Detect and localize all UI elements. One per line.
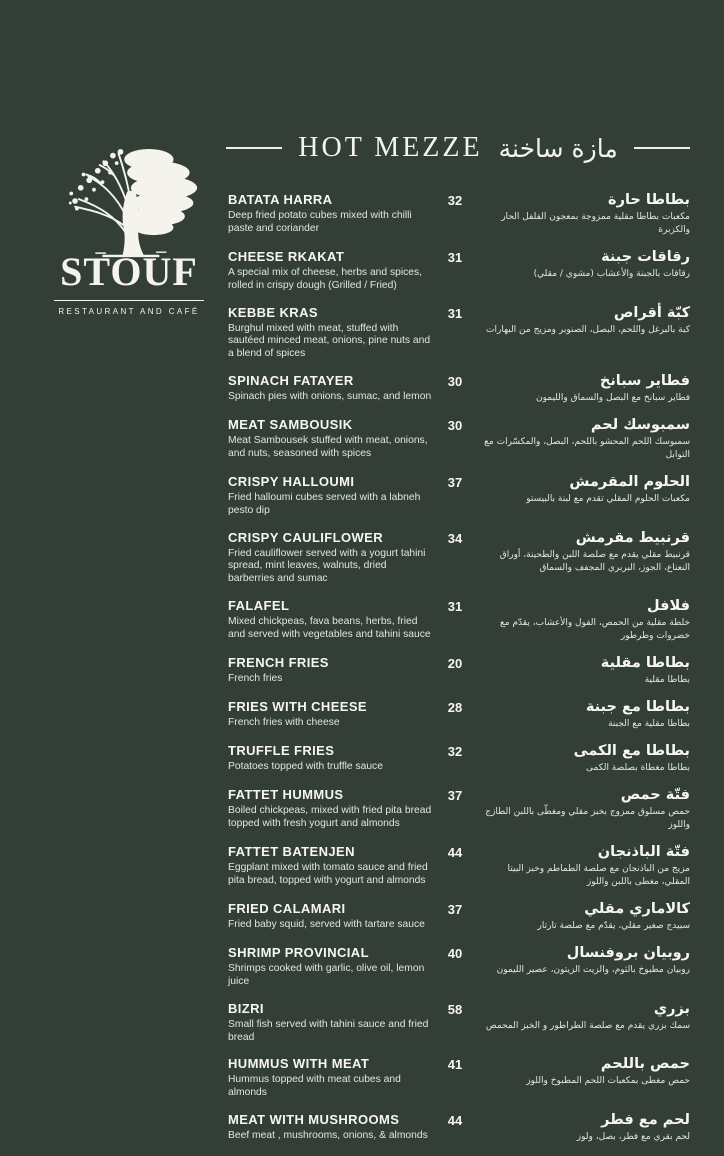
item-price: 31 [447,305,463,321]
item-description-ar: مزيج من الباذنجان مع صلصة الطماطم وخبز البيتا المقلي، مغطى باللبن واللوز [507,864,690,888]
section-header [222,132,694,164]
item-description-ar: حمص مغطى بمكعبات اللحم المطبوخ واللوز [526,1076,690,1087]
item-arabic-column [477,598,690,643]
item-description-ar: بطاطا مقلية مع الجبنة [608,719,690,730]
item-description-ar: بطاطا مقلية [644,674,690,685]
item-name-en: TRUFFLE FRIES [228,743,335,759]
brand-logo [54,146,204,316]
item-name-ar: بطاطا حارة [608,192,690,208]
brand-tagline: RESTAURANT AND CAFÉ [58,307,200,316]
item-name-ar: فتّة الباذنجان [597,844,690,861]
item-description-en: Fried baby squid, served with tartare sauce [228,919,425,931]
item-name-ar: رقاقات جبنة [601,249,690,266]
item-english-column [228,655,433,686]
item-price: 37 [447,788,463,804]
menu-item [228,417,690,462]
item-description-ar: سبيدج صغير مقلي، يقدّم مع صلصة تارتار [537,921,690,932]
item-description-ar: قرنبيط مقلي يقدم مع صلصة اللبن والطحينة، أوراق النعناع، الجوز، البربري المجفف والسماق [499,549,690,573]
item-english-column [228,1112,433,1143]
item-description-ar: فطاير سبانخ مع البصل والسماق والليمون [536,392,690,403]
item-name-ar: بطاطا مع جبنة [585,699,690,716]
item-description-en: Mixed chickpeas, fava beans, herbs, fried and served with vegetables and tahini sauce [228,615,431,640]
item-english-column [228,530,433,586]
item-english-column [228,787,433,831]
item-description-ar: مكعبات الحلوم المقلي تقدم مع لبنة بالبيستو [526,494,690,505]
item-description-en: Fried cauliflower served with a yogurt tahini spread, mint leaves, walnuts, dried barberries and sumac [228,547,426,585]
item-arabic-column [477,530,690,575]
item-name-en: FRIES WITH CHEESE [228,699,367,715]
header-rule-left [226,147,282,149]
item-arabic-column [477,743,690,775]
item-english-column [228,945,433,989]
item-english-column [228,1056,433,1100]
item-name-ar: بزري [653,1000,690,1017]
item-name-ar: فتّة حمص [620,787,690,804]
item-price: 34 [447,530,463,546]
item-description-en: Spinach pies with onions, sumac, and lemon [228,390,432,402]
item-arabic-column [477,373,690,405]
item-arabic-column [477,844,690,889]
item-description-en: French fries with cheese [228,717,340,729]
item-description-ar: سمبوسك اللحم المحشو باللحم، البصل، والمكسّرات مع التوابل [484,436,690,461]
menu-item [228,901,690,933]
menu-item [228,1112,690,1144]
item-price: 32 [447,744,463,760]
menu-item [228,249,690,293]
item-description-en: A special mix of cheese, herbs and spices, rolled in crispy dough (Grilled / Fried) [228,267,423,291]
item-price: 30 [447,417,463,433]
item-description-en: Meat Sambousek stuffed with meat, onions, and nuts, seasoned with spices [228,434,428,459]
item-price: 44 [447,1112,463,1128]
item-description-ar: رقاقات بالجبنة والأعشاب (مشوي / مقلي) [533,269,690,280]
menu-item [228,305,690,361]
menu-item [228,192,690,237]
item-description-ar: لحم بقري مع فطر، بصل، ولوز [576,1131,690,1142]
item-arabic-column [477,787,690,832]
item-price: 44 [447,845,463,861]
item-name-en: HUMMUS WITH MEAT [228,1056,370,1072]
brand-divider [54,300,204,301]
item-description-ar: بطاطا مغطاة بصلصة الكمى [586,763,690,774]
item-english-column [228,598,433,642]
item-name-ar: لحم مع فطر [601,1111,690,1128]
item-description-en: Beef meat , mushrooms, onions, & almonds [228,1129,428,1141]
item-description-en: Potatoes topped with truffle sauce [228,761,383,773]
item-price: 32 [447,193,463,208]
item-arabic-column [477,945,690,977]
item-arabic-column [477,1112,690,1144]
menu-item [228,474,690,518]
menu-item [228,655,690,687]
item-arabic-column [477,1056,690,1088]
item-arabic-column [477,699,690,731]
item-name-en: FATTET HUMMUS [228,787,344,803]
item-name-ar: روبيان بروفنسال [566,945,690,962]
item-name-ar: الحلوم المقرمش [569,474,690,491]
item-description-ar: مكعبات بطاطا مقلية ممزوجة بمعجون الفلفل الحار والكزبرة [501,212,690,236]
item-name-en: KEBBE KRAS [228,304,318,320]
item-english-column [228,1001,433,1045]
item-name-en: SPINACH FATAYER [228,372,354,388]
item-name-en: SHRIMP PROVINCIAL [228,945,369,961]
item-description-en: Burghul mixed with meat, stuffed with sautéed minced meat, onions, pine nuts and a blend of spices [228,322,431,360]
item-description-en: Fried halloumi cubes served with a labneh pesto dip [228,492,421,516]
item-price: 28 [447,700,463,716]
menu-list [228,192,690,1156]
tree-icon [58,146,200,258]
header-rule-right [634,147,690,149]
item-arabic-column [477,249,690,281]
item-arabic-column [477,192,690,237]
item-name-en: MEAT SAMBOUSIK [228,416,353,432]
item-name-ar: قرنبيط مقرمش [575,529,690,546]
item-description-en: Eggplant mixed with tomato sauce and fried pita bread, topped with yogurt and almonds [228,862,428,886]
item-description-en: Deep fried potato cubes mixed with chilli paste and coriander [228,210,412,234]
menu-item [228,1056,690,1100]
item-name-en: FATTET BATENJEN [228,844,355,860]
menu-item [228,530,690,586]
brand-name: STOUF [60,249,198,294]
item-name-en: BIZRI [228,1000,264,1016]
section-title-ar: مازة ساخنة [498,133,618,163]
item-name-en: FALAFEL [228,597,290,613]
item-name-en: MEAT WITH MUSHROOMS [228,1111,400,1127]
item-name-en: CRISPY HALLOUMI [228,474,355,490]
item-name-en: FRIED CALAMARI [228,901,346,917]
section-title-en: HOT MEZZE [298,132,483,163]
item-arabic-column [477,474,690,506]
item-description-ar: روبيان مطبوخ بالثوم، والزيت الزيتون، عصير الليمون [496,965,690,976]
item-name-ar: بطاطا مع الكمى [573,743,690,760]
item-price: 20 [447,655,463,671]
item-price: 31 [447,250,463,266]
item-description-en: Small fish served with tahini sauce and fried bread [228,1018,429,1043]
item-name-en: CRISPY CAULIFLOWER [228,529,384,545]
item-description-ar: سمك بزري يقدم مع صلصة الطراطور و الخبز المحمص [485,1020,690,1031]
menu-item [228,598,690,643]
menu-item [228,743,690,775]
item-description-en: French fries [228,672,283,684]
item-english-column [228,373,433,404]
item-english-column [228,417,433,461]
item-name-ar: كبّة أقراص [613,304,690,321]
item-name-en: BATATA HARRA [228,192,333,207]
item-arabic-column [477,417,690,462]
item-price: 40 [447,946,463,962]
item-description-ar: كبة بالبرغل واللحم، البصل، الصنوبر ومزيج من البهارات [486,324,690,335]
item-name-ar: سمبوسك لحم [590,416,690,433]
item-name-ar: بطاطا مقلية [600,654,690,671]
item-arabic-column [477,305,690,337]
menu-item [228,699,690,731]
item-arabic-column [477,655,690,687]
item-name-en: CHEESE RKAKAT [228,249,345,265]
item-price: 58 [447,1001,463,1017]
item-english-column [228,474,433,518]
item-english-column [228,305,433,361]
menu-item [228,844,690,889]
item-price: 41 [447,1057,463,1073]
menu-item [228,1001,690,1045]
item-description-en: Hummus topped with meat cubes and almonds [228,1074,401,1099]
item-name-en: FRENCH FRIES [228,654,329,670]
item-price: 37 [447,902,463,918]
item-english-column [228,743,433,774]
menu-item [228,373,690,405]
item-price: 31 [447,598,463,614]
menu-item [228,787,690,832]
item-price: 37 [447,475,463,491]
item-english-column [228,844,433,888]
item-english-column [228,699,433,730]
item-arabic-column [477,901,690,933]
item-arabic-column [477,1001,690,1033]
item-name-ar: حمص باللحم [600,1056,690,1073]
item-english-column [228,249,433,293]
item-price: 30 [447,373,463,389]
item-description-en: Boiled chickpeas, mixed with fried pita bread topped with fresh yogurt and almonds [228,805,432,829]
item-english-column [228,192,433,236]
item-name-ar: كالاماري مقلي [584,901,690,918]
item-english-column [228,901,433,932]
item-name-ar: فلافل [647,597,690,614]
item-name-ar: فطاير سبانخ [599,372,690,389]
menu-item [228,945,690,989]
item-description-ar: حمص مسلوق ممزوج بخبز مقلي ومغطّى باللبن الطازج واللوز [485,807,690,831]
item-description-ar: خلطة مقلية من الحمص، الفول والأعشاب، يقدّم مع خضروات وطرطور [500,617,690,641]
item-description-en: Shrimps cooked with garlic, olive oil, lemon juice [228,963,425,988]
